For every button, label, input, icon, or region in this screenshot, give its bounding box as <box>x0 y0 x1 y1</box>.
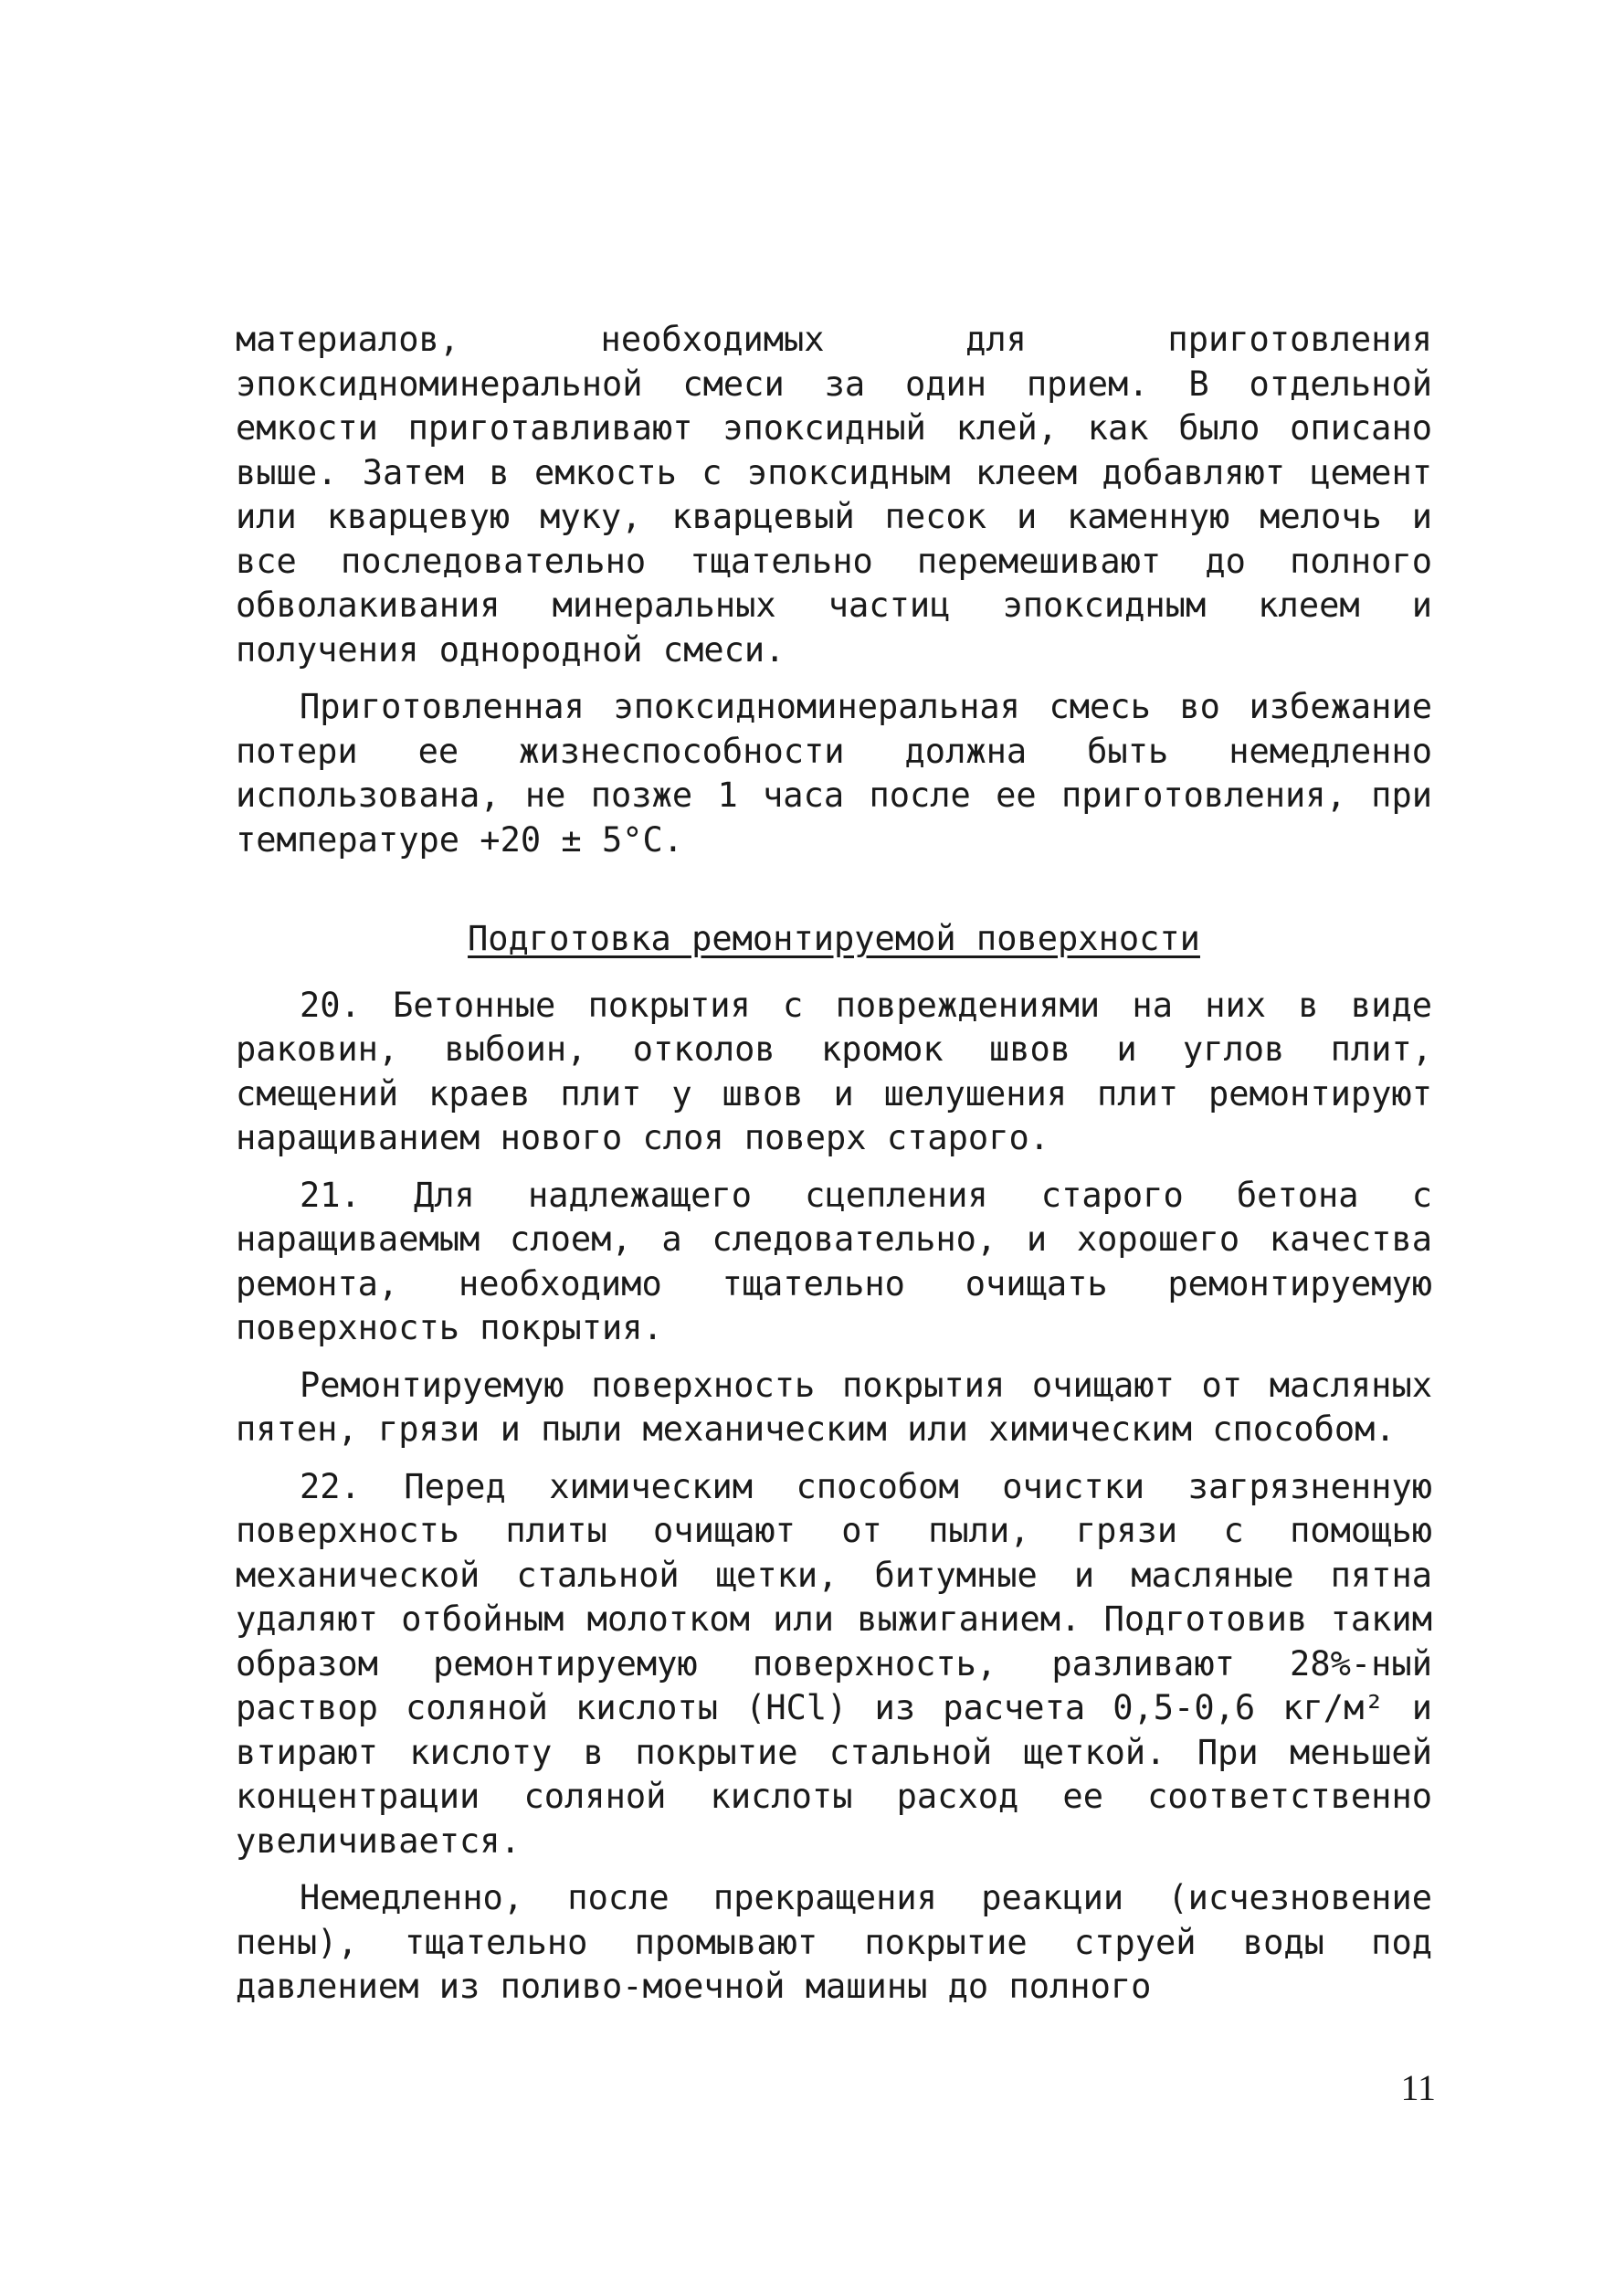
paragraph-21: 21. Для надлежащего сцепления старого бетона с наращиваемым слоем, а следовательно, и хорошего качества ремонта, необходимо тщательно очищать ремонтируемую поверхность покрытия. <box>236 1175 1432 1347</box>
paragraph-20: 20. Бетонные покрытия с повреждениями на них в виде раковин, выбоин, отколов кромок швов и углов плит, смещений краев плит у швов и шелушения плит ремонтируют наращиванием нового слоя поверх старого. <box>236 985 1432 1157</box>
paragraph-22: 22. Перед химическим способом очистки загрязненную поверхность плиты очищают от пыли, грязи с помощью механической стальной щетки, битумные и масляные пятна удаляют отбойным молотком или выжиганием. Подготовив таким образом ремонтируемую поверхность, разливают 28%-ный раствор соляной кислоты (HCl) из расчета 0,5-0,6 кг/м² и втирают кислоту в покрытие стальной щеткой. При меньшей концентрации соляной кислоты расход ее соответственно увеличивается. <box>236 1466 1432 1861</box>
paragraph-rinsing: Немедленно, после прекращения реакции (исчезновение пены), тщательно промывают покрытие струей воды под давлением из поливо-моечной машины до полного <box>236 1878 1432 2006</box>
paragraph-cleaning-methods: Ремонтируемую поверхность покрытия очищают от масляных пятен, грязи и пыли механическим или химическим способом. <box>236 1365 1432 1449</box>
paragraph-mixture-usage: Приготовленная эпоксидноминеральная смесь во избежание потери ее жизнеспособности должна быть немедленно использована, не позже 1 часа после ее приготовления, при температуре +20 ± 5°C. <box>236 687 1432 860</box>
section-heading: Подготовка ремонтируемой поверхности <box>468 919 1200 958</box>
paragraph-materials: материалов, необходимых для приготовления эпоксидноминеральной смеси за один прием. В отдельной емкости приготавливают эпоксидный клей, как было описано выше. Затем в емкость с эпоксидным клеем добавляют цемент или кварцевую муку, кварцевый песок и каменную мелочь и все последовательно тщательно перемешивают до полного обволакивания минеральных частиц эпоксидным клеем и получения однородной смеси. <box>236 320 1432 670</box>
page-number: 11 <box>1400 2067 1436 2108</box>
body-text <box>236 318 1432 2010</box>
